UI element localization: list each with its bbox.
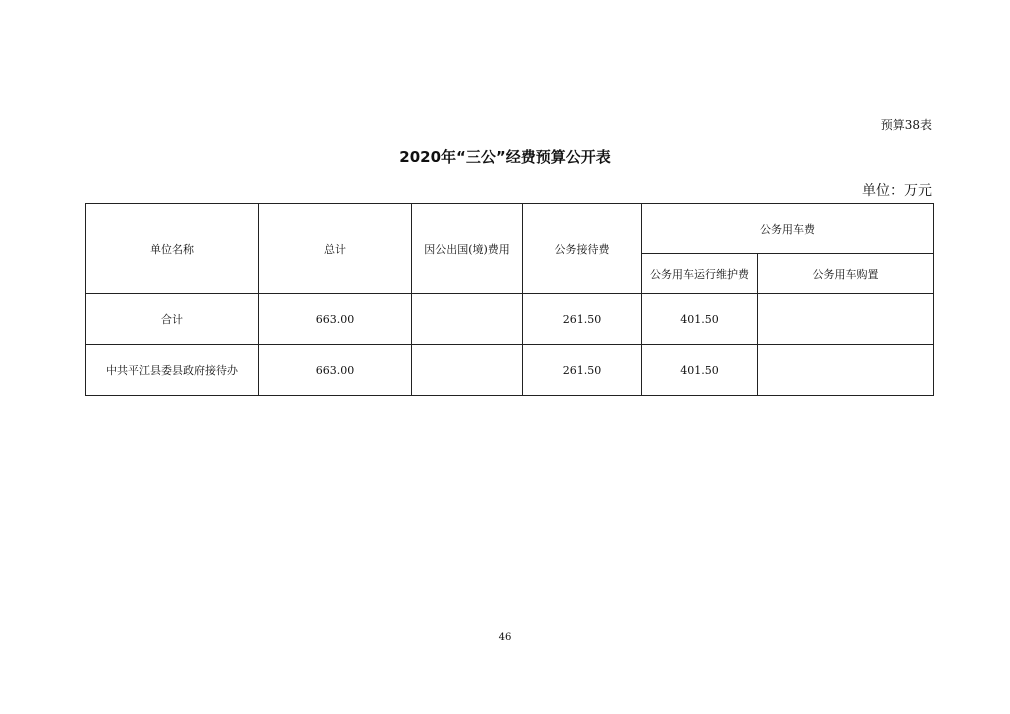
cell-unit-name: 中共平江县委县政府接待办 bbox=[86, 345, 259, 396]
header-overseas: 因公出国(境)费用 bbox=[412, 204, 523, 294]
header-reception: 公务接待费 bbox=[523, 204, 642, 294]
cell-overseas bbox=[412, 294, 523, 345]
header-vehicle-purchase: 公务用车购置 bbox=[758, 254, 934, 294]
page-title: 2020年“三公”经费预算公开表 bbox=[399, 148, 611, 166]
cell-vehicle-purchase bbox=[758, 345, 934, 396]
budget-table bbox=[85, 203, 934, 396]
header-row bbox=[86, 204, 934, 254]
cell-vehicle-maintenance: 401.50 bbox=[642, 294, 758, 345]
header-unit-name: 单位名称 bbox=[86, 204, 259, 294]
header-vehicle-maintenance: 公务用车运行维护费 bbox=[642, 254, 758, 294]
table-row bbox=[86, 294, 934, 345]
unit-label: 单位：万元 bbox=[862, 183, 932, 199]
cell-reception: 261.50 bbox=[523, 294, 642, 345]
header-vehicle-group: 公务用车费 bbox=[642, 204, 934, 254]
cell-total: 663.00 bbox=[259, 294, 412, 345]
table-row bbox=[86, 345, 934, 396]
table-number: 预算38表 bbox=[880, 118, 932, 132]
cell-reception: 261.50 bbox=[523, 345, 642, 396]
cell-vehicle-purchase bbox=[758, 294, 934, 345]
header-total: 总计 bbox=[259, 204, 412, 294]
cell-unit-name: 合计 bbox=[86, 294, 259, 345]
cell-total: 663.00 bbox=[259, 345, 412, 396]
cell-overseas bbox=[412, 345, 523, 396]
page-number: 46 bbox=[498, 632, 512, 643]
cell-vehicle-maintenance: 401.50 bbox=[642, 345, 758, 396]
